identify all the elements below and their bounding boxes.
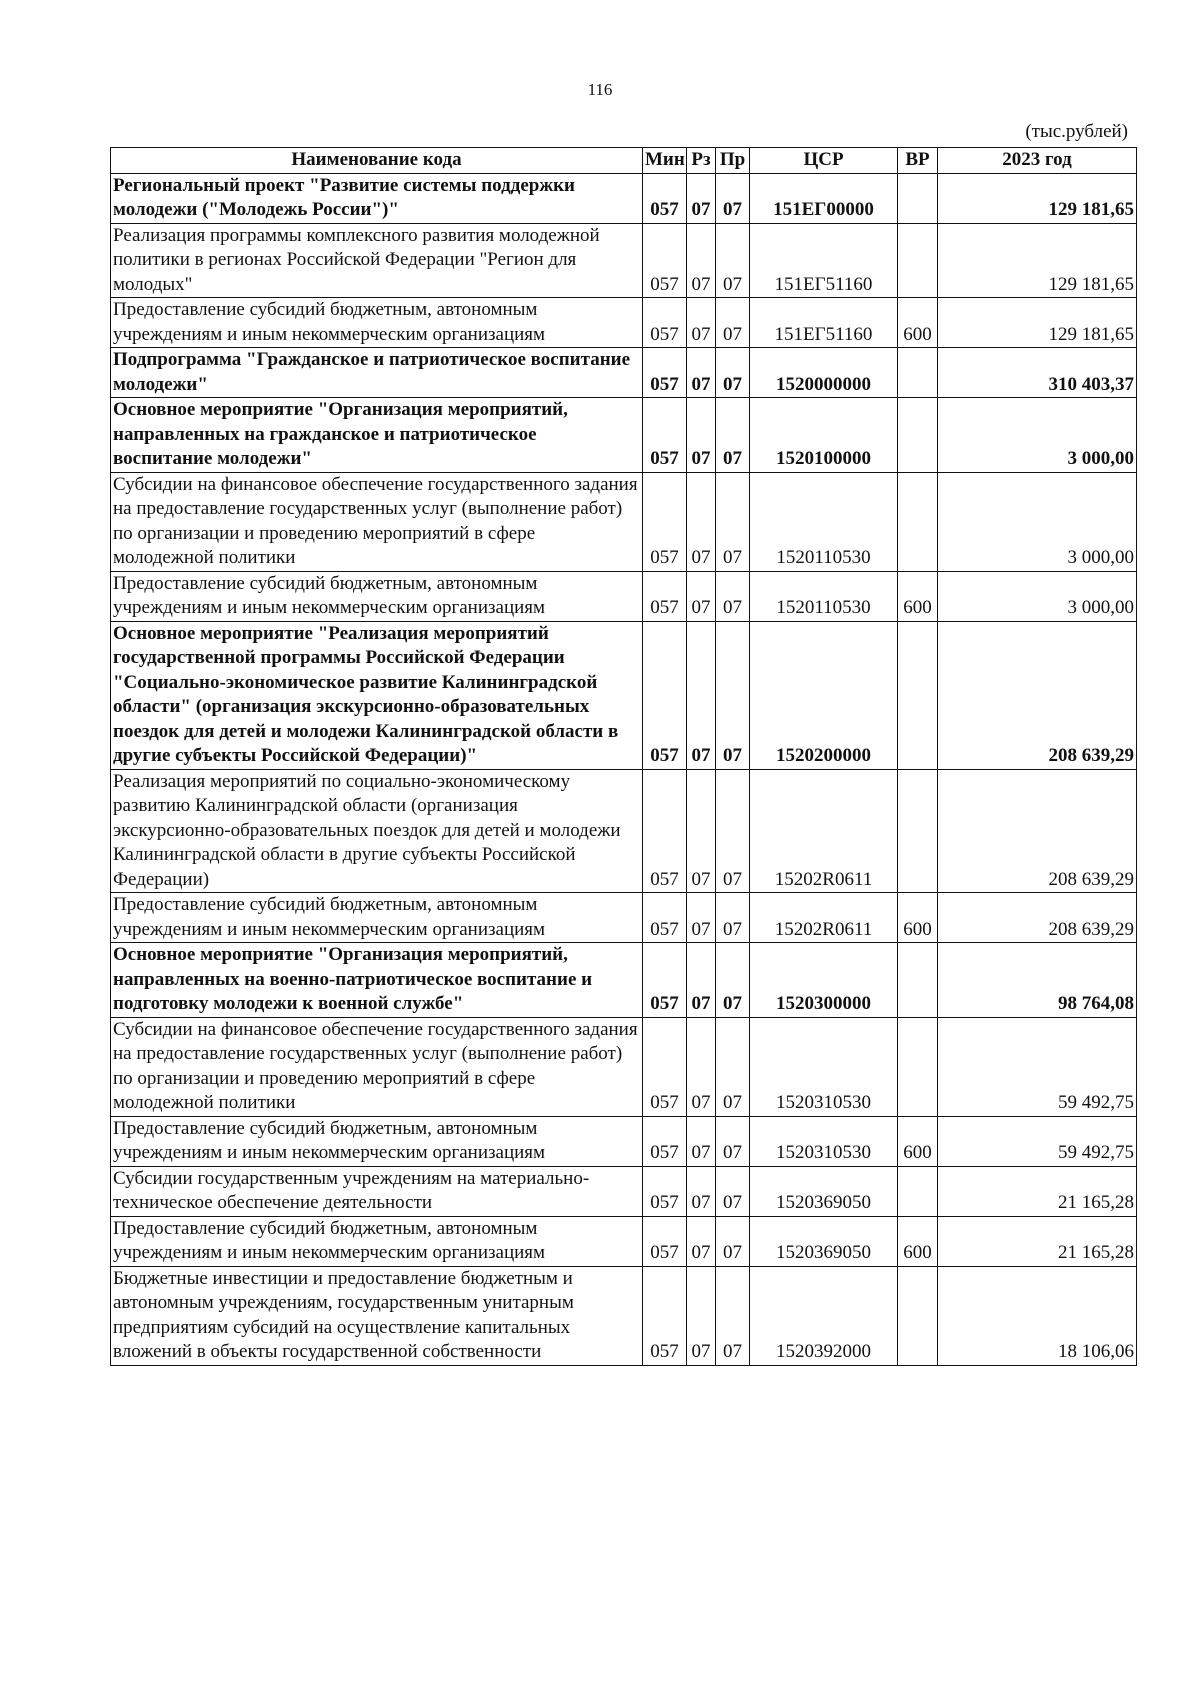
cell-vr [898,348,938,398]
cell-rz: 07 [687,1266,716,1365]
table-row [111,348,1137,398]
cell-csr: 1520200000 [750,621,898,769]
cell-name: Предоставление субсидий бюджетным, автономным учреждениям и иным некоммерческим организациям [111,1116,643,1166]
cell-amount: 3 000,00 [938,398,1137,473]
cell-pr: 07 [716,173,750,223]
cell-vr [898,769,938,893]
header-rz: Рз [687,148,716,174]
cell-pr: 07 [716,1166,750,1216]
cell-min: 057 [643,1266,687,1365]
cell-pr: 07 [716,1216,750,1266]
cell-amount: 18 106,06 [938,1266,1137,1365]
table-row [111,1116,1137,1166]
cell-rz: 07 [687,173,716,223]
cell-vr: 600 [898,1116,938,1166]
cell-amount: 3 000,00 [938,571,1137,621]
cell-amount: 98 764,08 [938,943,1137,1018]
cell-vr [898,173,938,223]
table-row [111,223,1137,298]
cell-min: 057 [643,769,687,893]
table-row [111,1216,1137,1266]
cell-min: 057 [643,943,687,1018]
cell-amount: 208 639,29 [938,621,1137,769]
table-row [111,621,1137,769]
cell-vr [898,1017,938,1116]
header-csr: ЦСР [750,148,898,174]
cell-min: 057 [643,173,687,223]
budget-table [110,147,1137,1366]
cell-csr: 1520110530 [750,571,898,621]
cell-vr [898,1266,938,1365]
table-row [111,769,1137,893]
cell-csr: 1520369050 [750,1166,898,1216]
cell-csr: 15202R0611 [750,769,898,893]
cell-rz: 07 [687,223,716,298]
cell-min: 057 [643,223,687,298]
cell-min: 057 [643,1116,687,1166]
header-min: Мин [643,148,687,174]
cell-min: 057 [643,1017,687,1116]
table-row [111,943,1137,1018]
cell-rz: 07 [687,1017,716,1116]
cell-csr: 1520310530 [750,1116,898,1166]
cell-pr: 07 [716,398,750,473]
cell-vr [898,1166,938,1216]
cell-rz: 07 [687,472,716,571]
table-row [111,1166,1137,1216]
cell-pr: 07 [716,621,750,769]
cell-amount: 129 181,65 [938,298,1137,348]
header-year: 2023 год [938,148,1137,174]
cell-min: 057 [643,472,687,571]
cell-min: 057 [643,1166,687,1216]
cell-rz: 07 [687,1166,716,1216]
cell-amount: 59 492,75 [938,1017,1137,1116]
table-row [111,893,1137,943]
cell-vr [898,943,938,1018]
cell-vr: 600 [898,1216,938,1266]
header-pr: Пр [716,148,750,174]
cell-pr: 07 [716,1116,750,1166]
cell-rz: 07 [687,893,716,943]
cell-vr: 600 [898,571,938,621]
cell-min: 057 [643,348,687,398]
cell-name: Бюджетные инвестиции и предоставление бюджетным и автономным учреждениям, государственным унитарным предприятиям субсидий на осуществление капитальных вложений в объекты государственной собственности [111,1266,643,1365]
cell-name: Предоставление субсидий бюджетным, автономным учреждениям и иным некоммерческим организациям [111,893,643,943]
cell-vr [898,621,938,769]
cell-pr: 07 [716,893,750,943]
cell-amount: 21 165,28 [938,1166,1137,1216]
cell-amount: 21 165,28 [938,1216,1137,1266]
cell-csr: 1520310530 [750,1017,898,1116]
cell-name: Субсидии на финансовое обеспечение государственного задания на предоставление государственных услуг (выполнение работ) по организации и проведению мероприятий в сфере молодежной политики [111,1017,643,1116]
cell-rz: 07 [687,1216,716,1266]
cell-rz: 07 [687,298,716,348]
cell-min: 057 [643,571,687,621]
cell-pr: 07 [716,1017,750,1116]
cell-csr: 151ЕГ51160 [750,223,898,298]
cell-pr: 07 [716,943,750,1018]
cell-csr: 1520100000 [750,398,898,473]
cell-rz: 07 [687,769,716,893]
cell-name: Реализация мероприятий по социально-экономическому развитию Калининградской области (организация экскурсионно-образовательных поездок для детей и молодежи Калининградской области в другие субъекты Российской Федерации) [111,769,643,893]
cell-name: Субсидии на финансовое обеспечение государственного задания на предоставление государственных услуг (выполнение работ) по организации и проведению мероприятий в сфере молодежной политики [111,472,643,571]
units-label: (тыс.рублей) [1025,121,1128,142]
cell-amount: 129 181,65 [938,223,1137,298]
cell-csr: 151ЕГ00000 [750,173,898,223]
cell-name: Подпрограмма "Гражданское и патриотическое воспитание молодежи" [111,348,643,398]
cell-min: 057 [643,298,687,348]
cell-amount: 3 000,00 [938,472,1137,571]
cell-amount: 59 492,75 [938,1116,1137,1166]
cell-rz: 07 [687,1116,716,1166]
table-row [111,571,1137,621]
cell-name: Субсидии государственным учреждениям на материально-техническое обеспечение деятельности [111,1166,643,1216]
cell-min: 057 [643,893,687,943]
cell-pr: 07 [716,298,750,348]
cell-amount: 310 403,37 [938,348,1137,398]
cell-rz: 07 [687,621,716,769]
cell-pr: 07 [716,348,750,398]
cell-name: Региональный проект "Развитие системы поддержки молодежи ("Молодежь России")" [111,173,643,223]
header-vr: ВР [898,148,938,174]
cell-rz: 07 [687,571,716,621]
cell-min: 057 [643,621,687,769]
cell-pr: 07 [716,223,750,298]
cell-pr: 07 [716,1266,750,1365]
cell-csr: 15202R0611 [750,893,898,943]
cell-name: Основное мероприятие "Реализация мероприятий государственной программы Российской Федерации "Социально-экономическое развитие Калининградской области" (организация экскурсионно-образовательных поездок для детей и молодежи Калининградской области в другие субъекты Российской Федерации)" [111,621,643,769]
cell-csr: 1520300000 [750,943,898,1018]
cell-min: 057 [643,398,687,473]
cell-vr [898,472,938,571]
table-row [111,1266,1137,1365]
cell-rz: 07 [687,943,716,1018]
cell-name: Основное мероприятие "Организация мероприятий, направленных на гражданское и патриотическое воспитание молодежи" [111,398,643,473]
cell-csr: 1520000000 [750,348,898,398]
table-row [111,173,1137,223]
cell-amount: 208 639,29 [938,769,1137,893]
table-body [111,173,1137,1365]
cell-pr: 07 [716,571,750,621]
cell-rz: 07 [687,398,716,473]
cell-amount: 129 181,65 [938,173,1137,223]
cell-amount: 208 639,29 [938,893,1137,943]
cell-csr: 1520392000 [750,1266,898,1365]
cell-name: Основное мероприятие "Организация мероприятий, направленных на военно-патриотическое воспитание и подготовку молодежи к военной службе" [111,943,643,1018]
cell-min: 057 [643,1216,687,1266]
table-row [111,1017,1137,1116]
cell-pr: 07 [716,769,750,893]
header-name: Наименование кода [111,148,643,174]
page-number: 116 [587,80,613,99]
table-row [111,398,1137,473]
cell-vr [898,398,938,473]
table-row [111,472,1137,571]
cell-name: Предоставление субсидий бюджетным, автономным учреждениям и иным некоммерческим организациям [111,571,643,621]
table-row [111,298,1137,348]
cell-pr: 07 [716,472,750,571]
cell-vr: 600 [898,298,938,348]
cell-vr: 600 [898,893,938,943]
cell-name: Реализация программы комплексного развития молодежной политики в регионах Российской Федерации "Регион для молодых" [111,223,643,298]
cell-csr: 151ЕГ51160 [750,298,898,348]
table-header-row [111,148,1137,174]
cell-name: Предоставление субсидий бюджетным, автономным учреждениям и иным некоммерческим организациям [111,1216,643,1266]
cell-csr: 1520369050 [750,1216,898,1266]
cell-csr: 1520110530 [750,472,898,571]
cell-rz: 07 [687,348,716,398]
cell-name: Предоставление субсидий бюджетным, автономным учреждениям и иным некоммерческим организациям [111,298,643,348]
cell-vr [898,223,938,298]
